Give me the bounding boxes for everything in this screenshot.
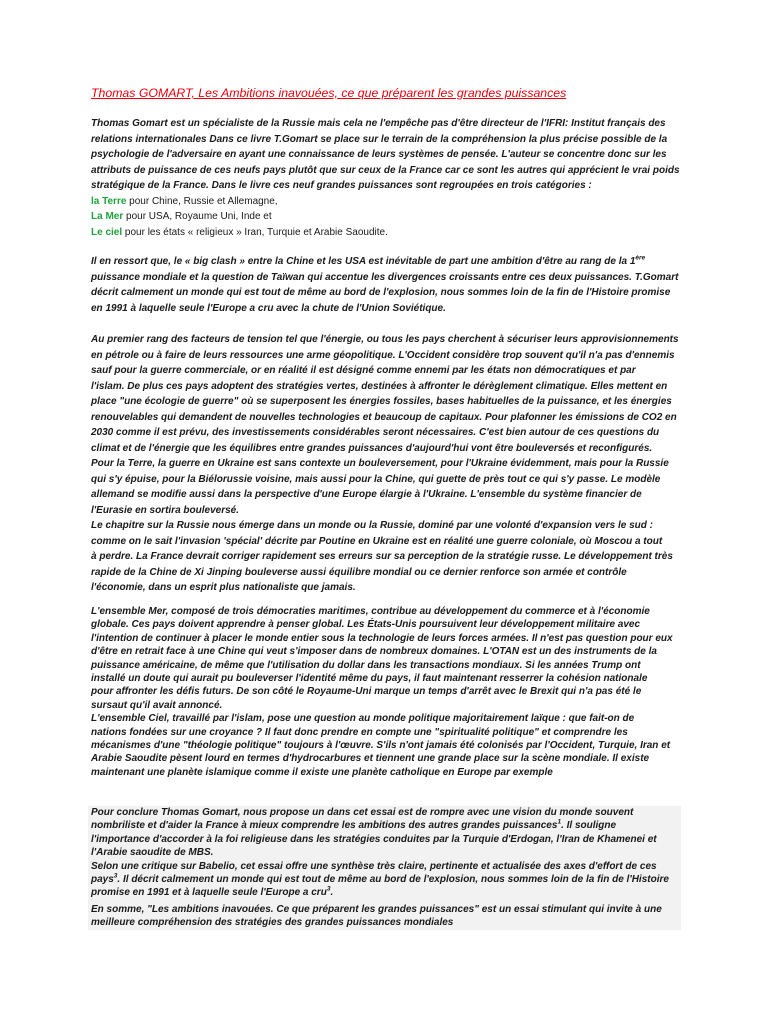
paragraph-line: allemand se modifie aussi dans la perspective d'une Europe élargie à l'Ukraine. L'ensemble du système financier de: [91, 489, 642, 500]
paragraph-line: climat et de l'énergie que les équilibres entre grandes puissances d'aujourd'hui vont être bouleversés et reconfigurés.: [91, 442, 653, 454]
conclusion-box: [88, 806, 681, 930]
paragraph-line: L'ensemble Mer, composé de trois démocraties maritimes, contribue au développement du commerce et à l'économie: [91, 606, 650, 617]
category-terre: [91, 194, 680, 210]
conclusion-text: promise en 1991 et à laquelle seule l'Europe a cru: [91, 887, 327, 899]
category-label: Le ciel: [91, 226, 123, 238]
intro-paragraph: [91, 116, 680, 240]
paragraph-line: pour affronter les défis futurs. De son côté le Royaume-Uni marque un temps d'arrêt avec le Brexit qui n'a pas été le: [91, 686, 642, 698]
document-title: Thomas GOMART, Les Ambitions inavouées, ce que préparent les grandes puissances: [91, 86, 567, 100]
paragraph-line: Au premier rang des facteurs de tension tel que l'énergie, ou tous les pays cherchent à sécuriser leurs approvisionnements: [91, 334, 679, 345]
conclusion-line: meilleure compréhension des stratégies des grandes puissances mondiales: [91, 917, 454, 929]
paragraph-line: en pétrole ou à faire de leurs ressources une arme géopolitique. L'Occident considère trop souvent qu'il n'a pas d'ennemis: [91, 349, 675, 361]
intro-line: Thomas Gomart est un spécialiste de la Russie mais cela ne l'empêche pas d'être directeur de l'IFRI: Institut français des: [91, 118, 666, 129]
paragraph-text: Il en ressort que, le « big clash » entre la Chine et les USA est inévitable de part une ambition d'être au rang de la 1: [91, 256, 636, 267]
category-ciel: [91, 225, 680, 241]
category-text: pour USA, Royaume Uni, Inde et: [123, 211, 272, 222]
paragraph-line: sursaut qu'il avait annoncé.: [91, 699, 223, 711]
paragraph-line: comme on le sait l'invasion 'spécial' décrite par Poutine en Ukraine est en réalité une guerre coloniale, où Moscou a tout: [91, 535, 663, 547]
intro-line: psychologie de l'adversaire en ayant une connaissance de leurs systèmes de pensée. L'auteur se concentre donc sur les: [91, 149, 667, 160]
big-clash-paragraph: [91, 254, 678, 316]
paragraph-line: mécanismes d'une "théologie politique" toujours à l'œuvre. S'ils n'ont jamais été colonisés par l'Occident, Turquie, Iran et: [91, 740, 671, 752]
paragraph-line: installé un doute qui aurait pu bouleverser l'identité même du pays, il faut maintenant resserrer la cohésion nationale: [91, 673, 648, 685]
paragraph-line: qui s'y épuise, pour la Biélorussie voisine, mais aussi pour la Chine, qui guette de près tout ce qui s'y passe. Le modèle: [91, 473, 661, 485]
footnote-ref: 3: [326, 886, 331, 894]
paragraph-line: nations fondées sur une croyance ? Il faut donc prendre en compte une "spiritualité politique" et comprendre les: [91, 726, 628, 738]
conclusion-text: .: [330, 887, 334, 899]
category-mer: [91, 209, 680, 225]
paragraph-line: globale. Ces pays doivent apprendre à penser global. Les États-Unis poursuivent leur développement militaire avec: [91, 619, 641, 631]
category-text: pour Chine, Russie et Allemagne,: [126, 195, 278, 207]
paragraph-line: puissance américaine, de même que l'utilisation du dollar dans les transactions mondiaux. Si les années Trump ont: [91, 659, 641, 671]
paragraph-line: L'ensemble Ciel, travaillé par l'islam, pose une question au monde politique majoritairement laïque : que fait-on de: [91, 713, 635, 725]
category-label: La Mer: [91, 211, 124, 222]
category-text: pour les états « religieux » Iran, Turquie et Arabie Saoudite.: [122, 226, 388, 238]
superscript: ère: [635, 254, 646, 262]
conclusion-line: [91, 886, 681, 899]
paragraph-line: l'Eurasie en sortira bouleversé.: [91, 504, 239, 516]
conclusion-text: . Il souligne: [561, 820, 617, 832]
paragraph-line: à perdre. La France devrait corriger rapidement ses erreurs sur sa perception de la stratégie russe. Le développement très: [91, 551, 673, 562]
conclusion-text: . Il décrit calmement un monde qui est tout de même au bord de l'explosion, nous sommes loin de la fin de l'Histoire: [117, 874, 669, 886]
footnote-ref: 1: [557, 819, 562, 827]
paragraph-line: Arabie Saoudite pèsent lourd en termes d'hydrocarbures et tiennent une grande place sur la scène mondiale. Il existe: [91, 753, 650, 765]
paragraph-line: sauf pour la guerre commerciale, or en réalité il est désigné comme ennemi par les états non démocratiques et par: [91, 365, 636, 376]
paragraph-line: rapide de la Chine de Xi Jinping bouleverse aussi équilibre mondial ou ce dernier renforce son armée et contrôle: [91, 566, 627, 578]
conclusion-line: l'Arabie saoudite de MBS.: [91, 847, 214, 859]
category-label: la Terre: [91, 195, 127, 207]
paragraph-line: décrit calmement un monde qui est tout de même au bord de l'explosion, nous sommes loin de la fin de l'Histoire promise: [91, 287, 671, 298]
paragraph-line: en 1991 à laquelle seule l'Europe a cru avec la chute de l'Union Soviétique.: [91, 302, 446, 314]
intro-line: relations internationales Dans ce livre T.Gomart se place sur le terrain de la compréhension la plus précise possible de la: [91, 133, 668, 145]
conclusion-line: Pour conclure Thomas Gomart, nous propose un dans cet essai est de rompre avec une vision du monde souvent: [91, 807, 634, 818]
intro-line: attributs de puissance de ces neufs pays plutôt que sur ceux de la France car ce sont les autres qui apprécient le vrai poids: [91, 164, 680, 176]
paragraph-line: l'économie, dans un esprit plus nationaliste que jamais.: [91, 582, 356, 593]
paragraph-line: l'islam. De plus ces pays adoptent des stratégies vertes, destinées à affronter le dérèglement climatique. Elles mettent en: [91, 380, 668, 392]
paragraph-line: puissance mondiale et la question de Taïwan qui accentue les divergences croissants entre ces deux puissances. T.Gomart: [91, 271, 679, 283]
conclusion-line: En somme, "Les ambitions inavouées. Ce que préparent les grandes puissances" est un essai stimulant qui invite à une: [91, 903, 662, 915]
intro-line: stratégique de la France. Dans le livre ces neuf grandes puissances sont regroupées en trois catégories :: [91, 180, 592, 191]
conclusion-line: Selon une critique sur Babelio, cet essai offre une synthèse très claire, pertinente et actualisée des axes d'effort de ces: [91, 860, 657, 872]
paragraph-line: Pour la Terre, la guerre en Ukraine est sans contexte un bouleversement, pour l'Ukraine évidemment, mais pour la Russie: [91, 458, 669, 469]
paragraph-line: place "une écologie de guerre" où se superposent les énergies fossiles, bases habituelles de la puissance, et les énergies: [91, 396, 672, 407]
energy-terre-paragraph: [91, 332, 679, 596]
paragraph-line: d'être en retrait face à une Chine qui veut s'imposer dans de nombreux domaines. L'OTAN est un des instruments de la: [91, 646, 657, 658]
paragraph-line: 2030 comme il est prévu, des investissements considérables seront nécessaires. C'est bien autour de ces questions du: [91, 427, 660, 438]
paragraph-line: [91, 254, 678, 270]
footnote-ref: 3: [113, 872, 118, 880]
paragraph-line: renouvelables qui demandent de nouvelles technologies et beaucoup de capitaux. Pour plafonner les émissions de CO2 en: [91, 411, 677, 423]
conclusion-line: [91, 819, 681, 832]
conclusion-line: [91, 873, 681, 886]
paragraph-line: l'intention de continuer à placer le monde entier sous la technologie de leurs forces armées. Il n'est pas question pour eux: [91, 632, 673, 644]
conclusion-text: pays: [91, 874, 114, 886]
conclusion-text: nombriliste et d'aider la France à mieux comprendre les ambitions des autres grandes puissances: [91, 820, 558, 832]
conclusion-line: l'importance d'accorder à la foi religieuse dans les stratégies conduites par la Turquie d'Erdogan, l'Iran de Khamenei et: [91, 833, 657, 845]
paragraph-line: Le chapitre sur la Russie nous émerge dans un monde ou la Russie, dominé par une volonté d'expansion vers le sud :: [91, 520, 653, 531]
paragraph-line: maintenant une planète islamique comme il existe une planète catholique en Europe par exemple: [91, 766, 553, 778]
mer-ciel-paragraph: [91, 605, 673, 779]
